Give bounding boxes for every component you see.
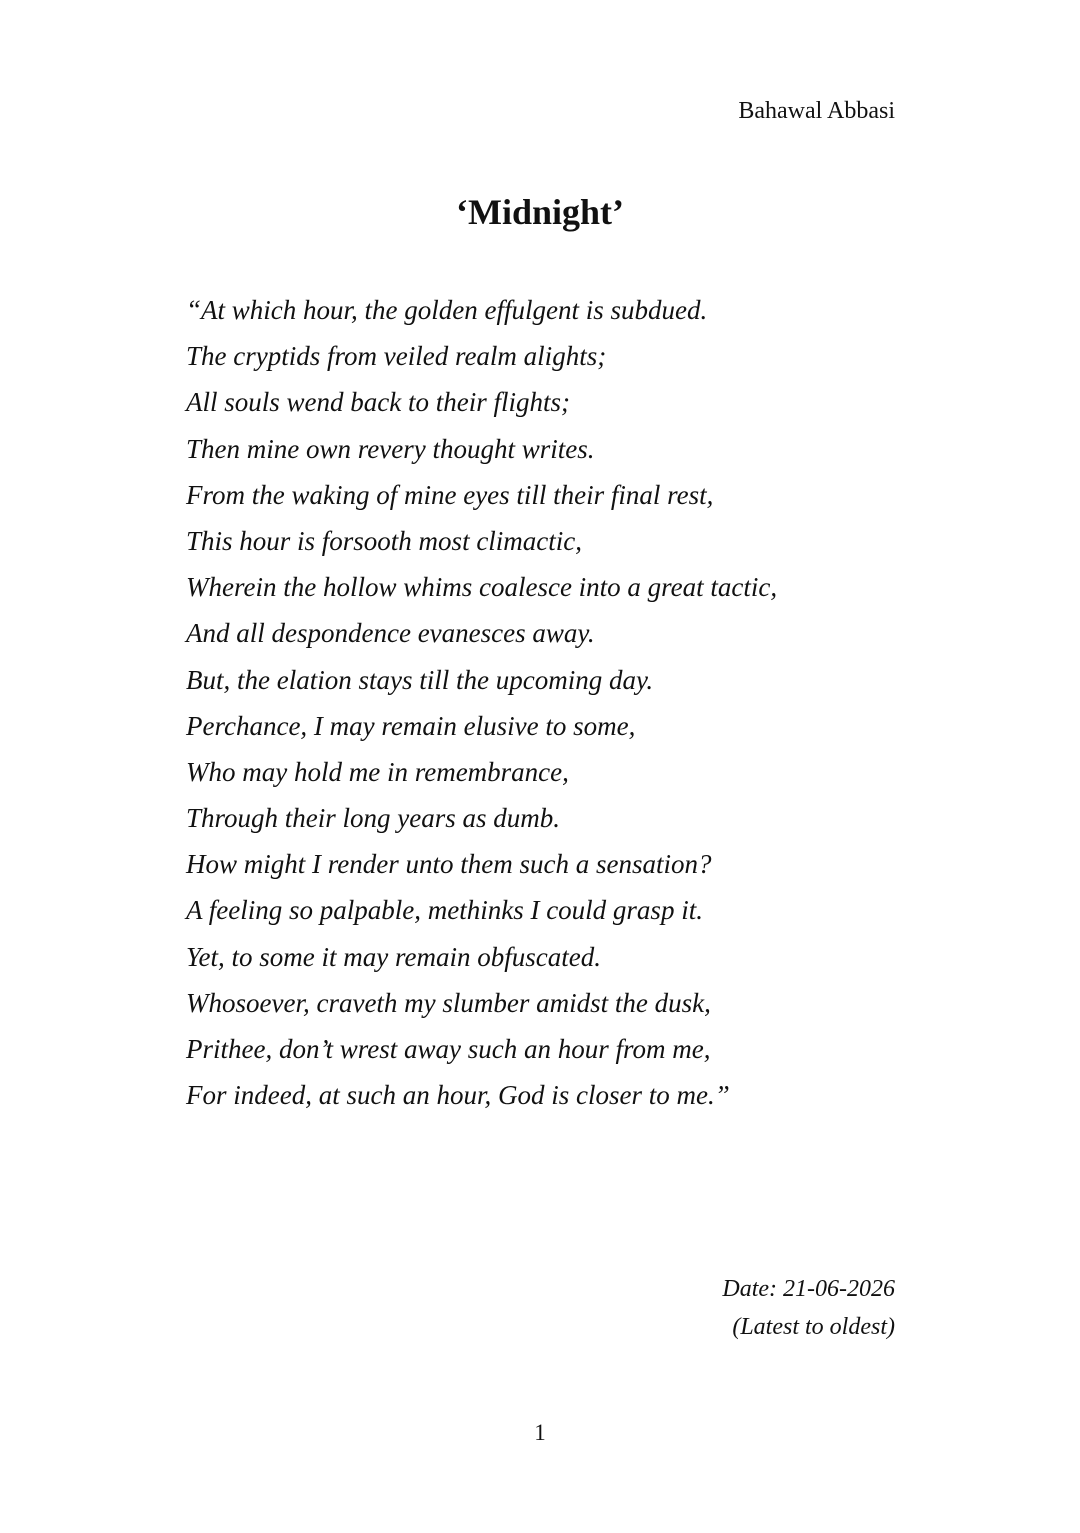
poem-line: Prithee, don’t wrest away such an hour from me, xyxy=(186,1034,711,1064)
poem-meta xyxy=(722,1270,895,1346)
poem-date: Date: 21-06-2026 xyxy=(722,1276,895,1302)
poem-line: From the waking of mine eyes till their final rest, xyxy=(186,479,714,510)
author-name: Bahawal Abbasi xyxy=(738,98,895,124)
poem-line: Perchance, I may remain elusive to some, xyxy=(186,710,636,741)
poem-line: Through their long years as dumb. xyxy=(186,803,561,834)
poem-line: For indeed, at such an hour, God is closer to me.” xyxy=(186,1080,730,1111)
poem-line: Then mine own revery thought writes. xyxy=(186,433,595,464)
page-number: 1 xyxy=(534,1420,546,1445)
poem-line: But, the elation stays till the upcoming day. xyxy=(186,664,654,695)
poem-line: How might I render unto them such a sensation? xyxy=(186,849,712,880)
poem-line: This hour is forsooth most climactic, xyxy=(186,525,583,556)
poem-line: All souls wend back to their flights; xyxy=(186,387,570,418)
poem-line: Whosoever, craveth my slumber amidst the dusk, xyxy=(186,987,711,1018)
poem-body xyxy=(186,287,906,1118)
poem-line: The cryptids from veiled realm alights; xyxy=(186,341,607,372)
poem-title: ‘Midnight’ xyxy=(455,192,624,232)
poem-line: And all despondence evanesces away. xyxy=(186,618,595,649)
poem-line: Yet, to some it may remain obfuscated. xyxy=(186,941,601,972)
poem-line: Who may hold me in remembrance, xyxy=(186,756,569,787)
poem-line: “At which hour, the golden effulgent is subdued. xyxy=(186,295,708,325)
poem-order-note: (Latest to oldest) xyxy=(732,1314,895,1340)
poem-line: Wherein the hollow whims coalesce into a great tactic, xyxy=(186,572,778,603)
poem-line: A feeling so palpable, methinks I could grasp it. xyxy=(186,895,703,926)
